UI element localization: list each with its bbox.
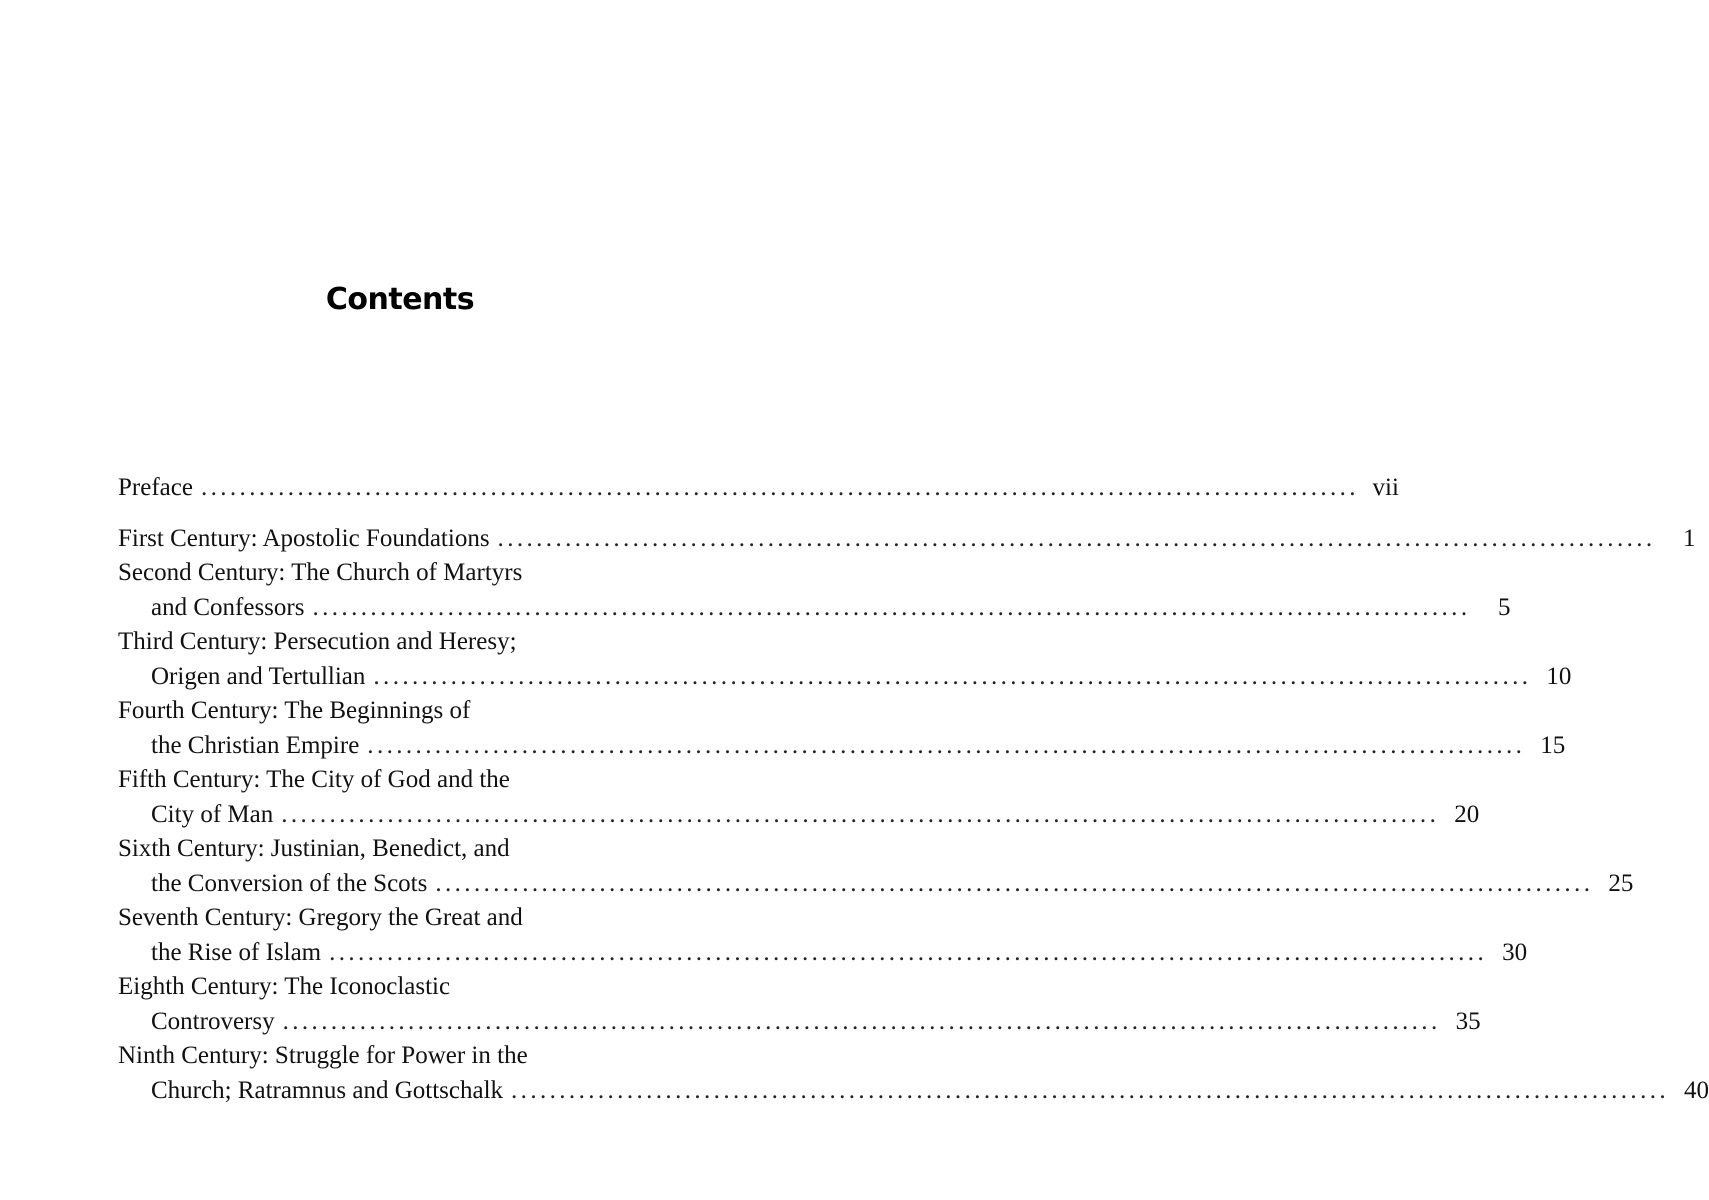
dot-leader: ........................................................................................................................ <box>367 731 1526 759</box>
toc-entry-title: Eighth Century: The Iconoclastic <box>118 973 451 1000</box>
toc-entry-title: Third Century: Persecution and Heresy; <box>118 628 517 655</box>
dot-leader: ........................................................................................................................ <box>282 1007 1441 1035</box>
toc-entry-ninth-century <box>118 1039 1709 1108</box>
toc-page-number: 35 <box>1455 1007 1481 1035</box>
toc-entry-title: First Century: Apostolic Foundations <box>118 524 490 552</box>
toc-entry-eighth-century <box>118 970 1481 1039</box>
toc-page-number: 15 <box>1540 731 1566 759</box>
dot-leader: ........................................................................................................................ <box>329 938 1488 966</box>
toc-entry-title-continued: the Conversion of the Scots <box>151 869 428 897</box>
toc-page-number: 20 <box>1454 800 1480 828</box>
table-of-contents <box>118 471 1709 1108</box>
toc-page-number: 40 <box>1684 1076 1709 1104</box>
toc-entry-title: Preface <box>118 474 193 501</box>
toc-entry-title-continued: the Christian Empire <box>151 731 360 759</box>
toc-entry-preface <box>118 471 1399 506</box>
dot-leader: ........................................................................................................................ <box>200 474 1359 501</box>
dot-leader: ........................................................................................................................ <box>497 524 1656 552</box>
dot-leader: ........................................................................................................................ <box>281 800 1440 828</box>
toc-entry-title: Sixth Century: Justinian, Benedict, and <box>118 835 510 862</box>
toc-entry-sixth-century <box>118 832 1634 901</box>
toc-entry-fourth-century <box>118 694 1566 763</box>
toc-entry-title: Ninth Century: Struggle for Power in the <box>118 1042 528 1069</box>
toc-entry-fifth-century <box>118 763 1480 832</box>
toc-entry-title-continued: City of Man <box>151 800 274 828</box>
toc-entry-title-continued: and Confessors <box>151 593 305 621</box>
dot-leader: ........................................................................................................................ <box>312 593 1471 621</box>
toc-entry-second-century <box>118 556 1511 625</box>
toc-entry-title-continued: Controversy <box>151 1007 275 1035</box>
toc-page-number: 30 <box>1502 938 1528 966</box>
toc-entry-title-continued: Origen and Tertullian <box>151 662 366 690</box>
toc-entry-title: Fifth Century: The City of God and the <box>118 766 510 793</box>
dot-leader: ........................................................................................................................ <box>435 869 1594 897</box>
toc-page-number: 5 <box>1497 593 1511 621</box>
toc-page-number: 1 <box>1683 524 1696 552</box>
toc-entry-title-continued: the Rise of Islam <box>151 938 322 966</box>
dot-leader: ........................................................................................................................ <box>373 662 1532 690</box>
toc-entry-third-century <box>118 625 1572 694</box>
toc-entry-title: Second Century: The Church of Martyrs <box>118 559 523 586</box>
toc-entry-title: Fourth Century: The Beginnings of <box>118 697 471 724</box>
page-title: Contents <box>325 282 475 317</box>
dot-leader: ........................................................................................................................ <box>511 1076 1670 1104</box>
toc-entry-title: Seventh Century: Gregory the Great and <box>118 904 523 931</box>
toc-page-number: vii <box>1372 474 1399 501</box>
toc-entry-first-century <box>118 522 1696 557</box>
toc-page-number: 25 <box>1608 869 1634 897</box>
toc-entry-title-continued: Church; Ratramnus and Gottschalk <box>151 1076 504 1104</box>
toc-entry-seventh-century <box>118 901 1528 970</box>
toc-page-number: 10 <box>1546 662 1572 690</box>
